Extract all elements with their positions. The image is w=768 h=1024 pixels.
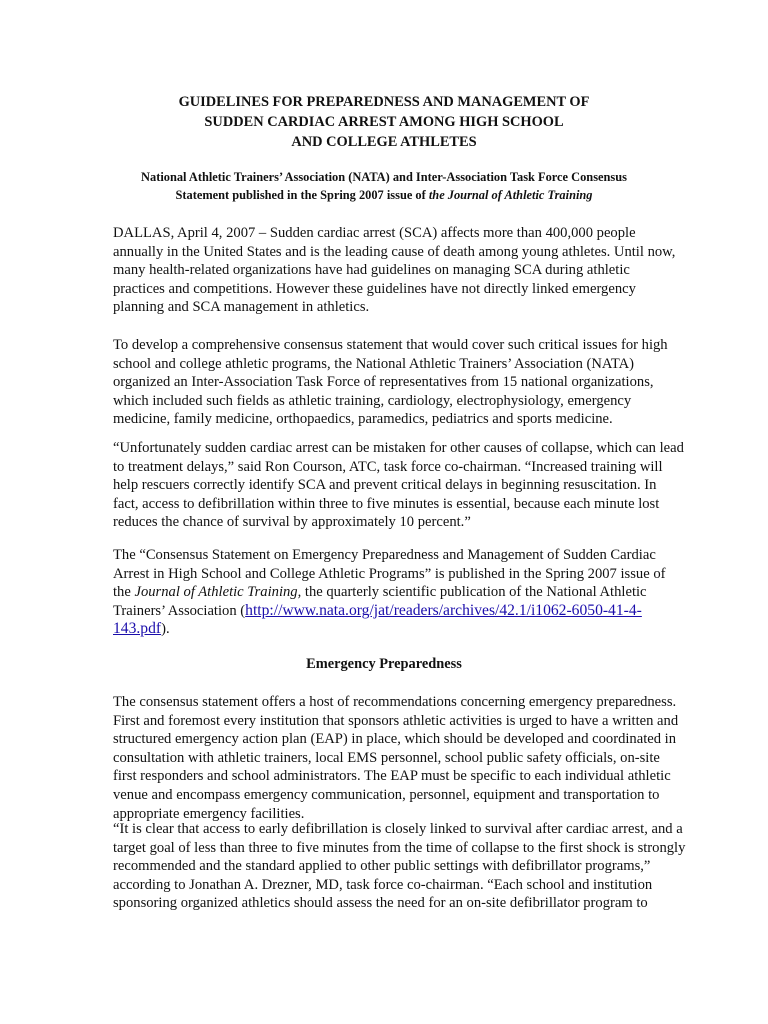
text-line: DALLAS, April 4, 2007 – Sudden cardiac arrest (SCA) affects more than 400,000 people [113,225,636,241]
text-line: first responders and school administrators. The EAP must be specific to each individual athletic [113,768,671,785]
text-line: according to Jonathan A. Drezner, MD, task force co-chairman. “Each school and institution [113,876,653,893]
subtitle-line: National Athletic Trainers’ Association (NATA) and Inter-Association Task Force Consensus [141,170,627,184]
title-line: AND COLLEGE ATHLETES [291,134,477,150]
subtitle-text: Statement published in the Spring 2007 issue of [175,188,429,202]
text-line: First and foremost every institution that sponsors athletic activities is urged to have a written and [113,712,679,729]
text-line: school and college athletic programs, the National Athletic Trainers’ Association (NATA) [113,355,634,372]
text-line: sponsoring organized athletics should assess the need for an on-site defibrillator program to [113,895,648,912]
text-span: the [113,584,135,601]
text-line: fact, access to defibrillation within three to five minutes is essential, because each minute lost [113,495,660,512]
journal-name: the Journal of Athletic Training [428,188,593,202]
paragraph-courson-quote [113,439,684,532]
text-line: planning and SCA management in athletics. [113,299,370,316]
section-heading: Emergency Preparedness [306,656,462,672]
text-line: help rescuers correctly identify SCA and prevent critical delays in beginning resuscitation. In [113,477,657,494]
text-line [113,620,673,639]
text-line: The consensus statement offers a host of recommendations concerning emergency preparedness. [113,694,677,710]
article-link-continued[interactable]: 143.pdf [113,620,162,638]
text-line: reduces the chance of survival by approximately 10 percent.” [113,514,471,531]
text-line: To develop a comprehensive consensus statement that would cover such critical issues for high [113,337,668,353]
text-line: venue and encompass emergency communication, personnel, equipment and transportation to [113,786,660,803]
paragraph-publication [113,546,673,639]
text-line: consultation with athletic trainers, local EMS personnel, school public safety officials, on-site [113,749,660,766]
text-line: “Unfortunately sudden cardiac arrest can be mistaken for other causes of collapse, which can lead [113,440,684,456]
text-line [113,602,673,621]
paragraph-task-force [113,336,673,429]
text-line: target goal of less than three to five minutes from the time of collapse to the first shock is strongly [113,839,686,856]
text-line: The “Consensus Statement on Emergency Preparedness and Management of Sudden Cardiac [113,547,656,563]
text-line: recommended and the standard applied to other public settings with defibrillator programs,” [113,858,651,875]
document-title [0,92,768,152]
text-line: Arrest in High School and College Athletic Programs” is published in the Spring 2007 issue of [113,565,666,582]
text-line: “It is clear that access to early defibrillation is closely linked to survival after cardiac arrest, and a [113,821,683,837]
paragraph-eap [113,693,679,823]
text-span: ). [161,621,170,638]
paragraph-drezner-quote [113,820,686,913]
text-span: Trainers’ Association ( [113,602,246,619]
journal-name: Journal of Athletic Training, [134,584,302,601]
text-line: annually in the United States and is the leading cause of death among young athletes. Until now, [113,243,676,260]
text-line: which included such fields as athletic training, cardiology, electrophysiology, emergency [113,392,632,409]
document-subtitle [0,168,768,204]
text-line: to treatment delays,” said Ron Courson, ATC, task force co-chairman. “Increased training will [113,458,663,475]
title-line: GUIDELINES FOR PREPAREDNESS AND MANAGEMENT OF [178,94,590,110]
paragraph-intro [113,224,676,317]
subtitle-line [0,186,768,204]
text-line: practices and competitions. However these guidelines have not directly linked emergency [113,280,636,297]
text-line: appropriate emergency facilities. [113,805,305,822]
title-line: SUDDEN CARDIAC ARREST AMONG HIGH SCHOOL [204,114,564,130]
text-line: many health-related organizations have had guidelines on managing SCA during athletic [113,262,630,279]
text-line: structured emergency action plan (EAP) in place, which should be developed and coordinated in [113,731,677,748]
article-link[interactable]: http://www.nata.org/jat/readers/archives/42.1/i1062-6050-41-4- [245,601,642,619]
text-line: medicine, family medicine, orthopaedics, paramedics, pediatrics and sports medicine. [113,411,613,428]
text-line [113,583,673,602]
text-span: the quarterly scientific publication of the National Athletic [301,584,647,601]
text-line: organized an Inter-Association Task Force of representatives from 15 national organizations, [113,374,654,391]
